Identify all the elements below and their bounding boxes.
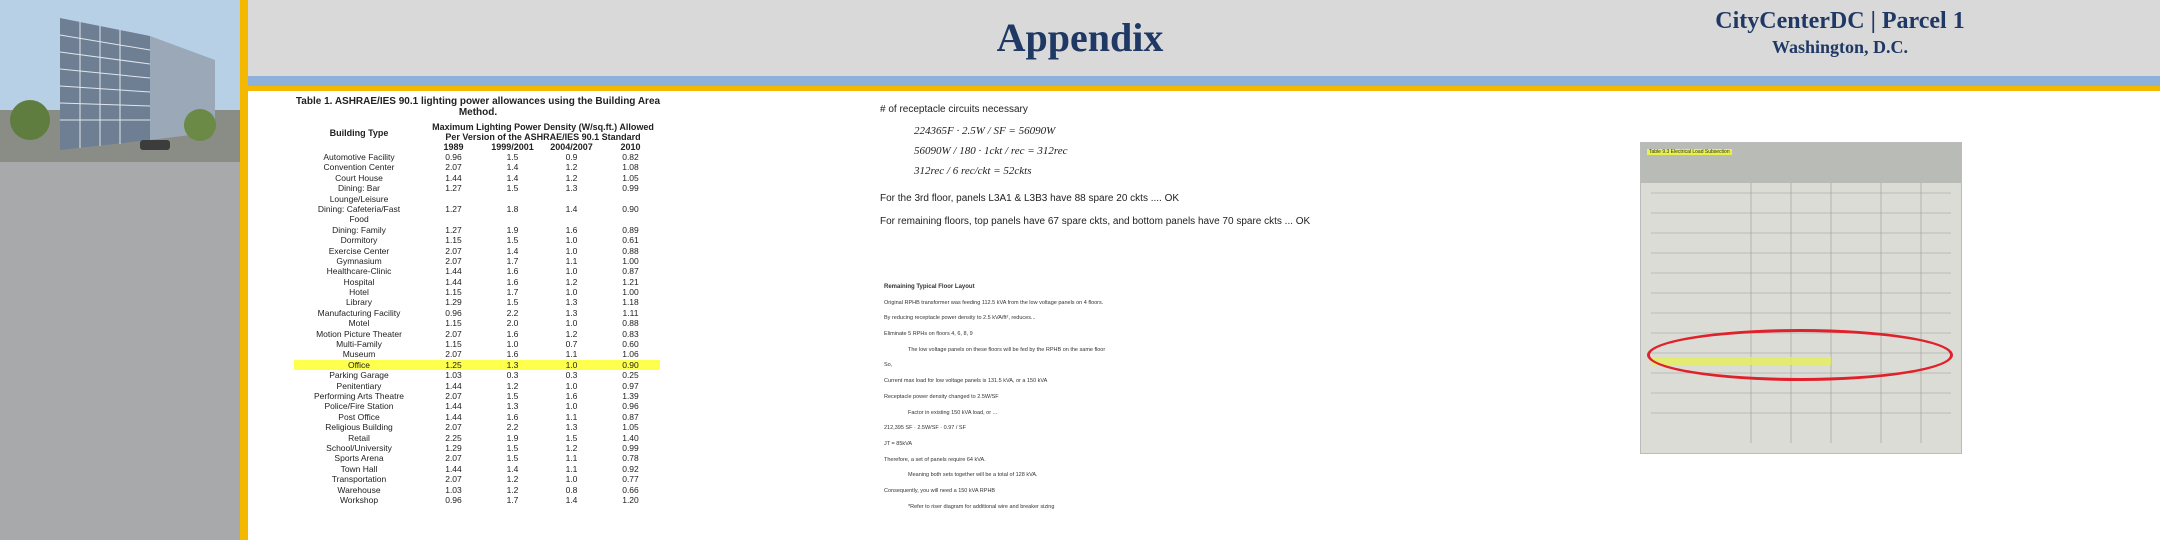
note-line: Factor in existing 150 kVA load, or ... <box>908 409 998 416</box>
table-row <box>294 391 662 401</box>
cell-lpd-value: 1.44 <box>445 380 462 391</box>
cell-lpd-value: 1.3 <box>565 307 578 318</box>
cell-lpd-value: 1.2 <box>565 442 578 453</box>
cell-building-type: Dining: Family <box>332 224 386 235</box>
cell-lpd-value: 1.25 <box>424 360 483 370</box>
cell-lpd-value: 1.44 <box>445 266 462 277</box>
calc-result-1: For the 3rd floor, panels L3A1 & L3B3 have 88 spare 20 ckts .... OK <box>880 193 1180 204</box>
note-line: Meaning both sets together will be a total of 128 kVA. <box>908 472 1038 479</box>
cell-lpd-value: 1.05 <box>622 172 639 183</box>
cell-building-type: Penitentiary <box>336 380 382 391</box>
note-line: 212,395 SF · 2.5W/SF · 0.97 / SF <box>884 425 966 432</box>
cell-lpd-value: 0.96 <box>445 494 462 505</box>
table-row <box>294 433 662 443</box>
cell-lpd-value: 0.89 <box>622 224 639 235</box>
cell-lpd-value: 1.6 <box>565 224 578 235</box>
cell-lpd-value: 0.88 <box>622 318 639 329</box>
cell-building-type: Parking Garage <box>329 370 389 381</box>
cell-lpd-value: 2.07 <box>445 245 462 256</box>
cell-lpd-value <box>542 194 601 204</box>
cell-lpd-value: 1.29 <box>445 442 462 453</box>
cell-lpd-value: 0.99 <box>622 442 639 453</box>
cell-building-type: Healthcare-Clinic <box>326 266 392 277</box>
cell-lpd-value: 0.96 <box>622 401 639 412</box>
table-row <box>294 360 662 370</box>
cell-lpd-value: 1.1 <box>565 453 578 464</box>
table-row <box>294 339 662 349</box>
cell-building-type: Retail <box>348 432 370 443</box>
equation-1: 224365F · 2.5W / SF = 56090W <box>914 125 1056 137</box>
sidebar-accent-bar <box>240 0 248 540</box>
cell-lpd-value <box>483 214 542 224</box>
cell-lpd-value: 1.8 <box>506 203 519 214</box>
cell-lpd-value: 1.5 <box>506 183 519 194</box>
cell-lpd-value: 1.6 <box>565 390 578 401</box>
cell-building-type: Post Office <box>338 411 380 422</box>
table-row <box>294 453 662 463</box>
table-header <box>294 122 662 142</box>
cell-building-type: Transportation <box>331 474 387 485</box>
cell-lpd-value: 0.3 <box>565 370 578 381</box>
table-row <box>294 474 662 484</box>
table-row <box>294 381 662 391</box>
cell-lpd-value: 1.5 <box>506 442 519 453</box>
cell-lpd-value: 0.88 <box>622 245 639 256</box>
cell-lpd-value: 2.2 <box>506 422 519 433</box>
cell-building-type: Religious Building <box>325 422 393 433</box>
cell-lpd-value: 1.0 <box>565 318 578 329</box>
header-stripe-gold <box>248 86 2160 91</box>
cell-lpd-value: 1.0 <box>565 266 578 277</box>
project-location: Washington, D.C. <box>1771 37 1909 57</box>
cell-lpd-value: 1.2 <box>506 474 519 485</box>
cell-lpd-value: 1.5 <box>506 297 519 308</box>
cell-lpd-value: 1.27 <box>445 183 462 194</box>
cell-lpd-value: 1.44 <box>445 411 462 422</box>
cell-lpd-value: 0.3 <box>506 370 519 381</box>
cell-lpd-value: 0.92 <box>622 463 639 474</box>
highlight-ellipse <box>1647 329 1953 381</box>
cell-lpd-value: 0.66 <box>622 484 639 495</box>
building-rendering-image <box>0 0 240 162</box>
cell-lpd-value: 0.78 <box>622 453 639 464</box>
cell-lpd-value: 2.07 <box>445 422 462 433</box>
cell-lpd-value: 0.61 <box>622 235 639 246</box>
cell-building-type: Performing Arts Theatre <box>313 390 405 401</box>
project-name: CityCenterDC | Parcel 1 <box>1715 8 1965 34</box>
cell-building-type: Dining: Cafeteria/Fast <box>317 203 401 214</box>
table-row <box>294 329 662 339</box>
equation-2: 56090W / 180 · 1ckt / rec = 312rec <box>914 145 1068 157</box>
photo-table-label: Table 9.3 Electrical Load Subsection <box>1649 149 1730 155</box>
cell-lpd-value: 1.44 <box>445 276 462 287</box>
table-row <box>294 297 662 307</box>
cell-lpd-value: 0.60 <box>622 339 639 350</box>
table-row <box>294 162 662 172</box>
cell-building-type: Motel <box>348 318 370 329</box>
cell-lpd-value: 1.15 <box>445 339 462 350</box>
cell-lpd-value: 1.03 <box>445 484 462 495</box>
cell-lpd-value: 1.9 <box>506 224 519 235</box>
cell-lpd-value <box>424 214 483 224</box>
table-row <box>294 246 662 256</box>
cell-lpd-value: 1.0 <box>565 474 578 485</box>
cell-lpd-value: 1.5 <box>506 235 519 246</box>
cell-lpd-value: 1.00 <box>622 287 639 298</box>
cell-lpd-value: 2.0 <box>506 318 519 329</box>
cell-lpd-value: 1.2 <box>565 162 578 173</box>
note-line: By reducing receptacle power density to 2.5 kVA/ft², reduces... <box>884 315 1036 322</box>
header-stripe-blue <box>248 76 2160 86</box>
note-line: The low voltage panels on these floors will be fed by the RPHB on the same floor <box>908 346 1106 353</box>
cell-lpd-value: 1.3 <box>506 401 519 412</box>
year-2010: 2010 <box>620 142 641 152</box>
floor-layout-notes <box>884 284 1324 519</box>
cell-lpd-value: 1.40 <box>622 432 639 443</box>
calc-heading: # of receptacle circuits necessary <box>880 104 1028 115</box>
cell-building-type: Manufacturing Facility <box>317 307 401 318</box>
cell-building-type: Exercise Center <box>328 245 390 256</box>
page-title: Appendix <box>996 15 1164 60</box>
cell-lpd-value: 0.90 <box>622 203 639 214</box>
header-lpd: Maximum Lighting Power Density (W/sq.ft.) Allowed Per Version of the ASHRAE/IES 90.1 Standard <box>432 122 654 142</box>
cell-lpd-value: 1.15 <box>445 287 462 298</box>
cell-lpd-value: 1.5 <box>506 390 519 401</box>
cell-lpd-value: 1.39 <box>622 390 639 401</box>
cell-lpd-value: 0.7 <box>565 339 578 350</box>
cell-lpd-value: 1.44 <box>445 463 462 474</box>
note-line: Eliminate 5 RPHs on floors 4, 6, 8, 9 <box>884 331 973 338</box>
cell-building-type: Multi-Family <box>336 339 382 350</box>
project-info <box>1600 8 2080 58</box>
table-caption: Table 1. ASHRAE/IES 90.1 lighting power allowances using the Building Area Method. <box>295 96 661 118</box>
cell-lpd-value: 1.0 <box>565 235 578 246</box>
cell-lpd-value: 0.87 <box>622 266 639 277</box>
table-row <box>294 266 662 276</box>
cell-building-type: Dining: Bar <box>337 183 381 194</box>
cell-lpd-value: 1.08 <box>622 162 639 173</box>
cell-lpd-value: 0.83 <box>622 328 639 339</box>
table-row <box>294 422 662 432</box>
cell-lpd-value: 1.29 <box>445 297 462 308</box>
cell-lpd-value: 0.96 <box>445 307 462 318</box>
year-1999-2001: 1999/2001 <box>491 142 534 152</box>
table-row <box>294 204 662 214</box>
cell-lpd-value: 1.2 <box>565 328 578 339</box>
calc-result-2: For remaining floors, top panels have 67 spare ckts, and bottom panels have 70 spare ckts ... OK <box>880 216 1311 227</box>
cell-building-type: School/University <box>326 442 392 453</box>
cell-lpd-value: 1.6 <box>506 276 519 287</box>
cell-lpd-value: 1.4 <box>506 172 519 183</box>
cell-lpd-value: 2.07 <box>445 453 462 464</box>
cell-lpd-value: 0.77 <box>622 474 639 485</box>
note-line: So, <box>884 362 893 369</box>
cell-lpd-value: 1.4 <box>506 162 519 173</box>
cell-building-type: Hotel <box>349 287 369 298</box>
cell-lpd-value: 1.1 <box>565 411 578 422</box>
cell-lpd-value: 1.6 <box>506 349 519 360</box>
cell-lpd-value: 0.9 <box>565 152 578 162</box>
note-line: Therefore, a set of panels require 64 kVA. <box>884 456 986 463</box>
table-row <box>294 495 662 505</box>
cell-building-type: Museum <box>342 349 376 360</box>
cell-lpd-value: 1.18 <box>622 297 639 308</box>
table-row <box>294 277 662 287</box>
table-row <box>294 225 662 235</box>
cell-lpd-value: 0.90 <box>601 360 660 370</box>
cell-lpd-value: 0.8 <box>565 484 578 495</box>
cell-lpd-value: 1.00 <box>622 255 639 266</box>
cell-lpd-value: 1.27 <box>445 203 462 214</box>
cell-lpd-value: 2.07 <box>445 349 462 360</box>
sidebar <box>0 0 240 540</box>
cell-lpd-value: 1.11 <box>622 307 639 318</box>
cell-lpd-value: 1.15 <box>445 235 462 246</box>
cell-building-type: Convention Center <box>323 162 395 173</box>
receptacle-calculation <box>880 104 1400 227</box>
table-row <box>294 443 662 453</box>
cell-lpd-value: 1.5 <box>565 432 578 443</box>
table-row <box>294 183 662 193</box>
table-row <box>294 214 662 224</box>
table-row <box>294 256 662 266</box>
note-line: Remaining Typical Floor Layout <box>884 284 975 290</box>
table-row <box>294 485 662 495</box>
cell-lpd-value: 0.99 <box>622 183 639 194</box>
note-line: Receptacle power density changed to 2.5W/SF <box>884 393 999 400</box>
cell-lpd-value: 1.3 <box>565 422 578 433</box>
table-row <box>294 370 662 380</box>
cell-lpd-value: 1.6 <box>506 328 519 339</box>
cell-lpd-value: 1.9 <box>506 432 519 443</box>
cell-lpd-value: 1.6 <box>506 411 519 422</box>
cell-lpd-value: 1.0 <box>506 339 519 350</box>
table-row <box>294 464 662 474</box>
cell-lpd-value: 1.2 <box>506 380 519 391</box>
note-line: JT = 85kVA <box>884 440 913 447</box>
cell-lpd-value: 2.07 <box>445 474 462 485</box>
cell-building-type: Dormitory <box>340 235 378 246</box>
cell-lpd-value: 0.82 <box>622 152 639 162</box>
cell-lpd-value <box>424 194 483 204</box>
year-1989: 1989 <box>443 142 464 152</box>
cell-lpd-value: 0.25 <box>622 370 639 381</box>
cell-lpd-value <box>601 214 660 224</box>
cell-lpd-value: 1.4 <box>565 203 578 214</box>
note-line: Current max load for low voltage panels is 131.5 kVA, or a 150 kVA <box>884 378 1048 385</box>
cell-lpd-value: 2.07 <box>445 162 462 173</box>
cell-lpd-value: 1.5 <box>506 453 519 464</box>
table-row <box>294 173 662 183</box>
cell-lpd-value: 1.20 <box>622 494 639 505</box>
cell-building-type: Workshop <box>339 494 379 505</box>
table-row <box>294 349 662 359</box>
cell-lpd-value: 1.21 <box>622 276 639 287</box>
cell-lpd-value: 1.6 <box>506 266 519 277</box>
table-year-header <box>294 142 662 152</box>
cell-lpd-value: 1.44 <box>445 172 462 183</box>
cell-building-type: Gymnasium <box>336 255 382 266</box>
cell-lpd-value: 1.4 <box>565 494 578 505</box>
cell-lpd-value: 0.97 <box>622 380 639 391</box>
cell-lpd-value: 2.07 <box>445 328 462 339</box>
note-line: Original RPHB transformer was feeding 112.5 kVA from the low voltage panels on 4 floors. <box>884 299 1104 306</box>
cell-lpd-value: 1.2 <box>506 484 519 495</box>
cell-lpd-value: 0.87 <box>622 411 639 422</box>
cell-building-type: Sports Arena <box>334 453 384 464</box>
cell-building-type: Town Hall <box>340 463 378 474</box>
cell-lpd-value: 1.03 <box>445 370 462 381</box>
note-line: *Refer to riser diagram for additional wire and breaker sizing <box>908 503 1055 510</box>
cell-building-type: Food <box>349 214 369 225</box>
cell-lpd-value: 1.3 <box>565 183 578 194</box>
cell-lpd-value: 1.44 <box>445 401 462 412</box>
cell-building-type: Library <box>346 297 372 308</box>
cell-lpd-value: 1.0 <box>565 287 578 298</box>
table-row <box>294 318 662 328</box>
cell-lpd-value: 2.2 <box>506 307 519 318</box>
cell-building-type: Automotive Facility <box>323 152 395 162</box>
cell-lpd-value: 1.0 <box>565 401 578 412</box>
header-building-type: Building Type <box>329 128 389 138</box>
table-row <box>294 287 662 297</box>
cell-lpd-value: 1.0 <box>565 245 578 256</box>
cell-lpd-value: 1.3 <box>565 297 578 308</box>
year-2004-2007: 2004/2007 <box>550 142 593 152</box>
electrical-load-table-photo <box>1640 142 1962 454</box>
table-row <box>294 194 662 204</box>
cell-lpd-value: 1.2 <box>565 276 578 287</box>
lighting-power-table <box>294 96 662 505</box>
cell-lpd-value: 1.7 <box>506 494 519 505</box>
equation-3: 312rec / 6 rec/ckt = 52ckts <box>914 165 1032 177</box>
table-row <box>294 235 662 245</box>
cell-building-type: Lounge/Leisure <box>329 193 389 204</box>
cell-building-type: Court House <box>335 172 383 183</box>
cell-building-type: Hospital <box>343 276 375 287</box>
cell-lpd-value <box>542 214 601 224</box>
cell-lpd-value: 1.7 <box>506 255 519 266</box>
cell-building-type: Police/Fire Station <box>324 401 394 412</box>
cell-lpd-value: 1.15 <box>445 318 462 329</box>
cell-lpd-value: 1.27 <box>445 224 462 235</box>
cell-lpd-value: 1.1 <box>565 255 578 266</box>
cell-lpd-value: 2.07 <box>445 255 462 266</box>
note-line: Consequently, you will need a 150 kVA RPHB <box>884 487 996 494</box>
cell-lpd-value: 0.96 <box>445 152 462 162</box>
cell-lpd-value: 1.2 <box>565 172 578 183</box>
table-row <box>294 412 662 422</box>
cell-lpd-value: 1.0 <box>542 360 601 370</box>
cell-lpd-value: 2.25 <box>445 432 462 443</box>
cell-building-type: Warehouse <box>337 484 381 495</box>
cell-lpd-value <box>601 194 660 204</box>
cell-lpd-value: 1.05 <box>622 422 639 433</box>
cell-lpd-value: 1.4 <box>506 245 519 256</box>
cell-lpd-value: 1.4 <box>506 463 519 474</box>
table-row <box>294 308 662 318</box>
cell-lpd-value: 1.3 <box>483 360 542 370</box>
cell-lpd-value: 1.1 <box>565 463 578 474</box>
cell-lpd-value: 1.5 <box>506 152 519 162</box>
cell-lpd-value <box>483 194 542 204</box>
cell-lpd-value: 1.7 <box>506 287 519 298</box>
cell-lpd-value: 1.1 <box>565 349 578 360</box>
cell-lpd-value: 1.06 <box>622 349 639 360</box>
cell-lpd-value: 1.0 <box>565 380 578 391</box>
cell-lpd-value: 2.07 <box>445 390 462 401</box>
table-body <box>294 152 662 505</box>
cell-building-type: Motion Picture Theater <box>316 328 402 339</box>
table-row <box>294 401 662 411</box>
cell-building-type: Office <box>294 360 424 370</box>
table-row <box>294 152 662 162</box>
